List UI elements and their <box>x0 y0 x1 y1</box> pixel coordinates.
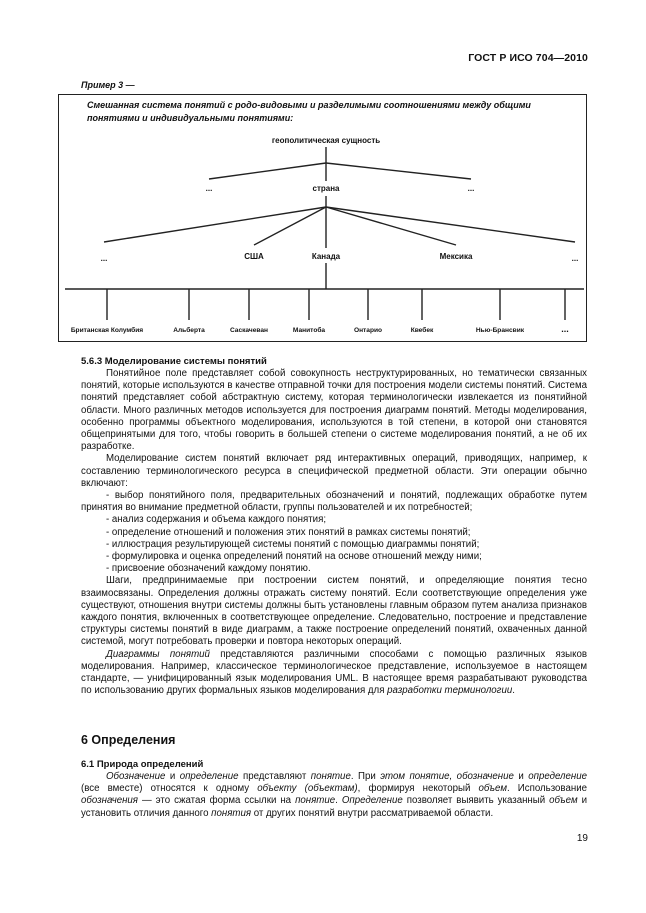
country-branch-right <box>326 207 575 242</box>
section-5-6-3-title: 5.6.3 Моделирование системы понятий <box>81 356 267 367</box>
list-item: - анализ содержания и объема каждого понятия; <box>106 514 327 526</box>
node-l2-left: ... <box>100 254 108 263</box>
node-mexico: Мексика <box>439 252 473 261</box>
paragraph: Шаги, предпринимаемые при построении систем понятий, и определяющие понятия тесно взаимосвязаны. Определения должны отражать систему понятий. Если соответствующие определения уже существуют, отношения внутри системы должны быть установлены главным образом путем анализа признаков каждого понятия, включенных в соответствующее определение. Следовательно, построение и представление структуры системы понятий в виде диаграмм, а также построение определений понятий, охваченных данной системой, могут потребовать проверки и повтора некоторых операций. <box>81 575 587 648</box>
paragraph: Моделирование систем понятий включает ряд интерактивных операций, приводящих, например, к составлению терминологического ресурса в специфической предметной области. Эти операции обычно включают: <box>81 453 587 489</box>
section-6-title: 6 Определения <box>81 733 176 747</box>
node-province: Саскачеван <box>229 327 269 334</box>
diagram-caption: Смешанная система понятий с родо-видовыми и разделимыми соотношениями между общими понятиями и индивидуальными понятиями: <box>87 100 531 123</box>
paragraph: Понятийное поле представляет собой совокупность неструктурированных, но тематически связанных понятий, которые используются в качестве отправной точки для построения модели системы понятий. Система понятий представляет собой абстрактную систему, которая терминологически извлекается из понятийной области. Много различных методов используется для построения диаграмм понятий. Методы моделирования, особенно программы объектного моделирования, используются в той степени, в которой они становятся общепринятыми для того, чтобы говорить в большей степени о системе моделирования понятий, а не об их разработке. <box>81 368 587 453</box>
section-6-1-title: 6.1 Природа определений <box>81 759 204 770</box>
section-6-1-body <box>81 771 587 820</box>
node-province: Нью-Брансвик <box>475 327 525 334</box>
node-province: Онтарио <box>353 327 383 334</box>
root-branch-right <box>326 163 471 179</box>
node-country: страна <box>312 184 340 193</box>
page-number: 19 <box>576 833 588 844</box>
list-item: - формулировка и оценка определений понятий на основе отношений между ними; <box>106 551 482 563</box>
example-label: Пример 3 — <box>81 80 135 90</box>
paragraph: Обозначение и определение представляют понятие. При этом понятие, обозначение и определение (все вместе) относятся к одному объекту (объектам), формируя некоторый объем. Использование обозначения — это сжатая форма ссылки на понятие. Определение позволяет выявить указанный объем и установить отличия данного понятия от других понятий внутри рассматриваемой области. <box>81 771 588 819</box>
list-item: - выбор понятийного поля, предварительных обозначений и понятий, подлежащих обработке путем принятия во внимание предметной области, группы пользователей и их потребностей; <box>81 490 587 514</box>
concept-diagram-box <box>58 94 587 342</box>
node-canada: Канада <box>311 252 341 261</box>
country-branch-mexico <box>326 207 456 245</box>
list-item: - иллюстрация результирующей системы понятий с помощью диаграммы понятий; <box>106 538 480 550</box>
node-root: геополитическая сущность <box>271 136 381 145</box>
node-usa: США <box>244 252 264 261</box>
section-5-6-3-body <box>81 368 587 697</box>
node-l1-left: ... <box>205 184 213 193</box>
node-province: Британская Колумбия <box>70 327 144 334</box>
node-province: Квебек <box>410 327 434 334</box>
node-l2-right: ... <box>571 254 579 263</box>
list-item: - определение отношений и положения этих понятий в рамках системы понятий; <box>106 526 471 538</box>
node-province-more: ... <box>561 324 569 334</box>
root-branch-left <box>209 163 326 179</box>
node-l1-right: ... <box>467 184 475 193</box>
document-header: ГОСТ Р ИСО 704—2010 <box>468 52 588 64</box>
paragraph: Диаграммы понятий представляются различными способами с помощью различных языков моделирования. Например, классическое терминологическое представление, используемое в настоящем стандарте, — унифицированный язык моделирования UML. В настоящее время разрабатывают руководства по использованию других формальных языков моделирования для разработки терминологии. <box>81 648 588 697</box>
node-province: Манитоба <box>292 327 326 334</box>
node-province: Альберта <box>173 327 205 334</box>
concept-system-diagram <box>59 95 588 343</box>
list-item: - присвоение обозначений каждому понятию. <box>106 563 311 575</box>
